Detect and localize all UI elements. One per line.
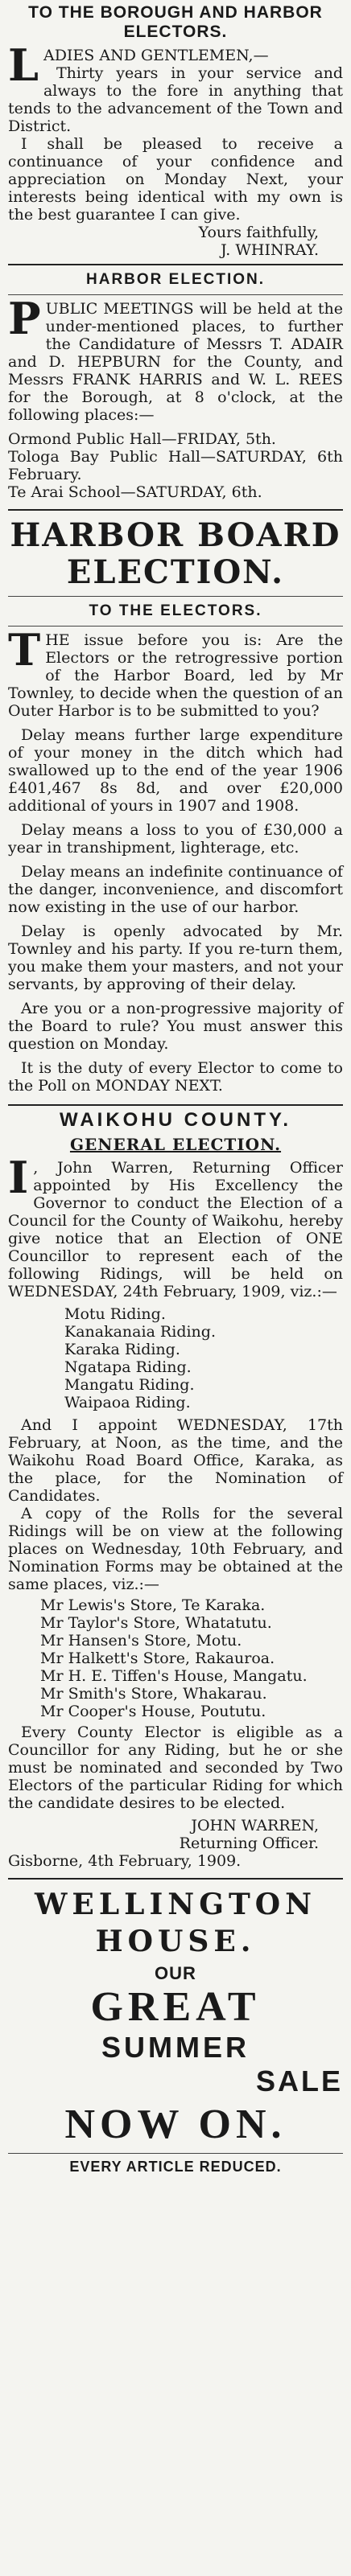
- ad-title: HARBOR BOARD ELECTION.: [10, 516, 341, 591]
- waikohu-county-election-notice: [8, 1111, 343, 1870]
- signature-title: Returning Officer.: [179, 1834, 319, 1852]
- list-item: Mr Halkett's Store, Rakauroa.: [40, 1650, 275, 1667]
- ad-footer: EVERY ARTICLE REDUCED.: [69, 2159, 282, 2175]
- dateline: Gisborne, 4th February, 1909.: [8, 1852, 242, 1870]
- divider: [8, 596, 343, 597]
- sale-label: SALE: [255, 2064, 343, 2097]
- divider: [8, 1878, 343, 1880]
- summer-label: SUMMER: [101, 2031, 250, 2064]
- drop-cap: L: [8, 39, 39, 91]
- paragraph: Delay means an indefinite continuance of the danger, inconvenience, and discomfort now existing in the use of our harbor.: [8, 863, 343, 916]
- list-item: Mr Taylor's Store, Whatatutu.: [40, 1614, 272, 1632]
- list-item: Karaka Riding.: [64, 1341, 180, 1358]
- paragraph: Delay means a loss to you of £30,000 a year in transhipment, lighterage, etc.: [8, 821, 343, 857]
- list-item: Mr Cooper's House, Poututu.: [40, 1703, 266, 1720]
- divider: [8, 264, 343, 265]
- paragraph: , John Warren, Returning Officer appointed by His Excellency the Governor to conduct the Election of a Council for the County of Waikohu, hereby give notice that an Election of ONE Councillor to represent each of the following Ridings, will be held on WEDNESDAY, 24th February, 1909, viz.:—: [8, 1159, 343, 1300]
- ad-heading: TO THE BOROUGH AND HARBOR ELECTORS.: [28, 3, 323, 41]
- divider: [8, 626, 343, 627]
- meeting-place: Tologa Bay Public Hall—SATURDAY, 6th February.: [8, 448, 343, 483]
- list-item: Motu Riding.: [64, 1305, 166, 1323]
- ad-heading: WAIKOHU COUNTY.: [60, 1109, 291, 1131]
- now-on-label: NOW ON.: [64, 2101, 287, 2147]
- drop-cap: P: [8, 293, 41, 344]
- paragraph: Every County Elector is eligible as a Councillor for any Riding, but he or she must be nominated and seconded by Two Electors of the particular Riding for which the candidate desires to be elected.: [8, 1723, 343, 1812]
- paragraph: Delay is openly advocated by Mr. Townley and his party. If you re-turn them, you make them your masters, and not your servants, by approving of their delay.: [8, 922, 343, 993]
- paragraph: Are you or a non-progressive majority of the Board to rule? You must answer this question on Monday.: [8, 1000, 343, 1053]
- closing: Yours faithfully,: [198, 224, 319, 241]
- list-item: Ngatapa Riding.: [64, 1358, 192, 1376]
- signature: JOHN WARREN,: [191, 1817, 319, 1834]
- list-item: Kanakanaia Riding.: [64, 1323, 216, 1341]
- places-list: [8, 1596, 343, 1720]
- salutation: ADIES AND GENTLEMEN,—: [43, 47, 269, 64]
- list-item: Mr H. E. Tiffen's House, Mangatu.: [40, 1667, 308, 1685]
- paragraph: Delay means further large expenditure of your money in the ditch which had swallowed up to the end of the year 1906 £401,467 8s 8d, and over £20,000 additional of yours in 1907 and 1908.: [8, 726, 343, 815]
- divider: [8, 509, 343, 511]
- wellington-house-sale-ad: [8, 1886, 343, 2175]
- meeting-place: Te Arai School—SATURDAY, 6th.: [8, 483, 262, 501]
- paragraph: Thirty years in your service and always to the fore in anything that tends to the advancement of the Town and District.: [8, 64, 343, 135]
- paragraph: A copy of the Rolls for the several Ridings will be on view at the following places on Wednesday, 10th February, and Nomination Forms may be obtained at the same places, viz.:—: [8, 1505, 343, 1593]
- divider: [8, 1104, 343, 1106]
- paragraph: And I appoint WEDNESDAY, 17th February, at Noon, as the time, and the Waikohu Road Board Office, Karaka, as the place, for the Nomination of Candidates.: [8, 1416, 343, 1505]
- list-item: Mr Hansen's Store, Motu.: [40, 1632, 242, 1650]
- paragraph: It is the duty of every Elector to come to the Poll on MONDAY NEXT.: [8, 1059, 343, 1095]
- list-item: Mr Smith's Store, Whakarau.: [40, 1685, 267, 1703]
- divider: [8, 2153, 343, 2154]
- ridings-list: [8, 1305, 343, 1411]
- harbor-board-election-ad: [8, 517, 343, 1095]
- list-item: Mangatu Riding.: [64, 1376, 195, 1394]
- paragraph: HE issue before you is: Are the Electors or the retrogressive portion of the Harbor Board, led by Mr Townley, to decide when the question of an Outer Harbor is to be submitted to you?: [8, 631, 343, 720]
- harbor-election-meetings-ad: [8, 270, 343, 501]
- list-item: Waipaoa Riding.: [64, 1394, 191, 1411]
- paragraph: I shall be pleased to receive a continuance of your confidence and appreciation on Monday Next, your interests being identical with my own is the best guarantee I can give.: [8, 135, 343, 224]
- list-item: Mr Lewis's Store, Te Karaka.: [40, 1596, 266, 1614]
- ad-subheading: TO THE ELECTORS.: [89, 602, 262, 619]
- ad-heading: HARBOR ELECTION.: [86, 271, 265, 288]
- ad-title: WELLINGTON HOUSE.: [34, 1888, 317, 1958]
- drop-cap: T: [8, 624, 41, 676]
- paragraph: UBLIC MEETINGS will be held at the under-mentioned places, to further the Candidature of Messrs T. ADAIR and D. HEPBURN for the County, and Messrs FRANK HARRIS and W. L. REES for the Borough, at 8 o'clock, at the following places:—: [8, 300, 343, 424]
- whinray-advertisement: [8, 0, 343, 259]
- great-label: GREAT: [90, 1984, 261, 2030]
- ad-subheading: GENERAL ELECTION.: [69, 1135, 282, 1154]
- meeting-place: Ormond Public Hall—FRIDAY, 5th.: [8, 430, 276, 448]
- signature: J. WHINRAY.: [221, 241, 319, 259]
- divider: [8, 294, 343, 295]
- drop-cap: I: [8, 1152, 29, 1203]
- our-label: OUR: [155, 1963, 196, 1983]
